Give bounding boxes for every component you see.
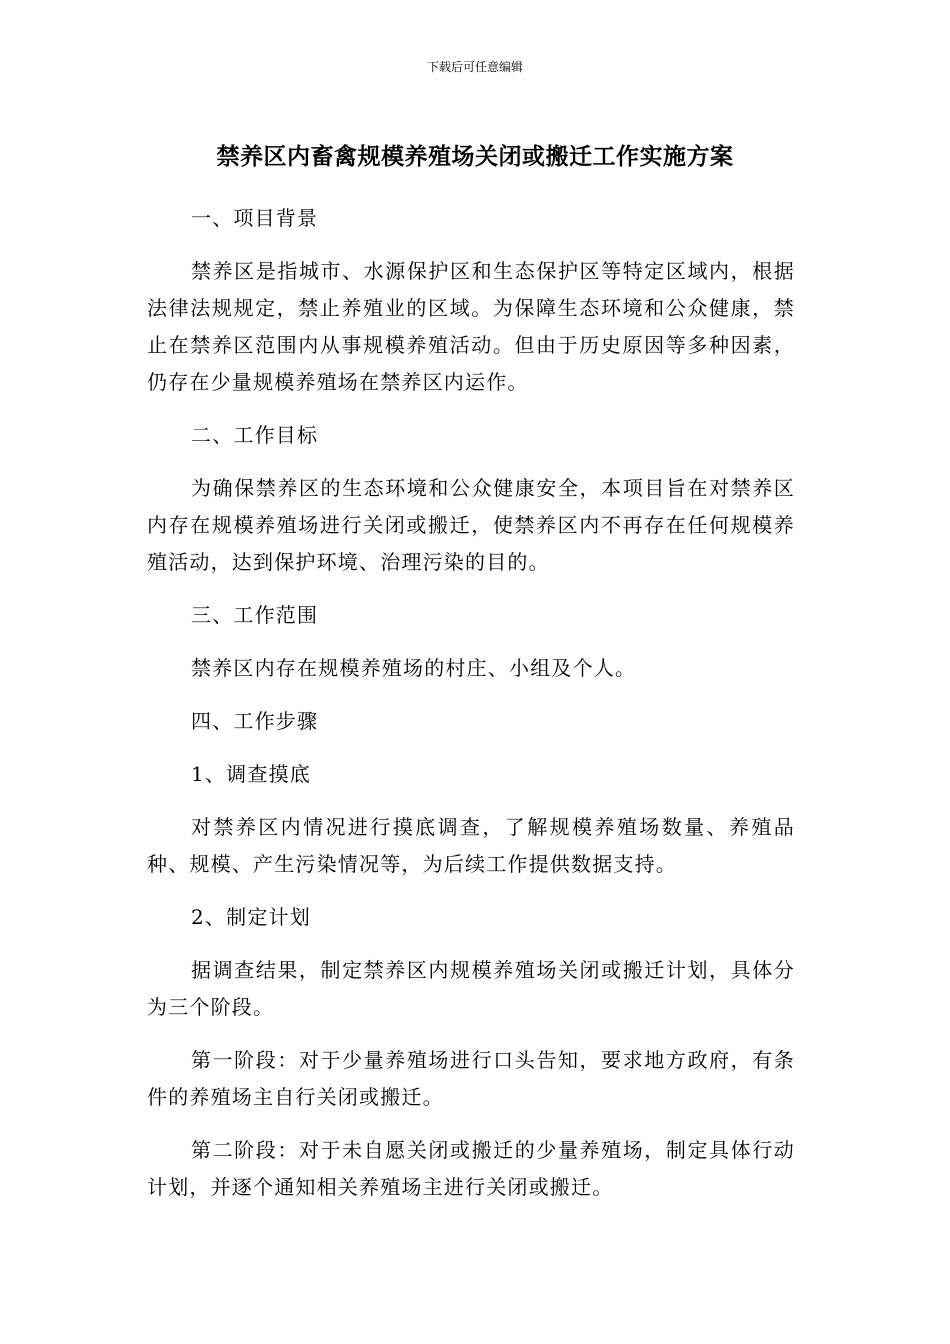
paragraph: 第二阶段：对于未自愿关闭或搬迁的少量养殖场，制定具体行动计划，并逐个通知相关养殖场主进行关闭或搬迁。 — [147, 1138, 795, 1199]
document-body — [147, 200, 795, 1222]
subsection-heading: 2、制定计划 — [191, 905, 311, 929]
paragraph: 禁养区内存在规模养殖场的村庄、小组及个人。 — [191, 656, 637, 680]
document-title: 禁养区内畜禽规模养殖场关闭或搬迁工作实施方案 — [216, 144, 734, 170]
paragraph: 第一阶段：对于少量养殖场进行口头告知，要求地方政府，有条件的养殖场主自行关闭或搬迁。 — [147, 1048, 795, 1109]
paragraph: 为确保禁养区的生态环境和公众健康安全，本项目旨在对禁养区内存在规模养殖场进行关闭或搬迁，使禁养区内不再存在任何规模养殖活动，达到保护环境、治理污染的目的。 — [147, 476, 795, 574]
paragraph: 禁养区是指城市、水源保护区和生态保护区等特定区域内，根据法律法规规定，禁止养殖业的区域。为保障生态环境和公众健康，禁止在禁养区范围内从事规模养殖活动。但由于历史原因等多种因素，仍存在少量规模养殖场在禁养区内运作。 — [147, 259, 795, 394]
paragraph: 对禁养区内情况进行摸底调查，了解规模养殖场数量、养殖品种、规模、产生污染情况等，为后续工作提供数据支持。 — [147, 815, 795, 876]
subsection-heading: 1、调查摸底 — [191, 762, 311, 786]
section-heading: 三、工作范围 — [191, 603, 319, 627]
section-heading: 二、工作目标 — [191, 423, 319, 447]
section-heading: 一、项目背景 — [191, 206, 319, 230]
paragraph: 据调查结果，制定禁养区内规模养殖场关闭或搬迁计划，具体分为三个阶段。 — [147, 958, 795, 1019]
header-note: 下载后可任意编辑 — [426, 60, 523, 74]
section-heading: 四、工作步骤 — [191, 709, 319, 733]
